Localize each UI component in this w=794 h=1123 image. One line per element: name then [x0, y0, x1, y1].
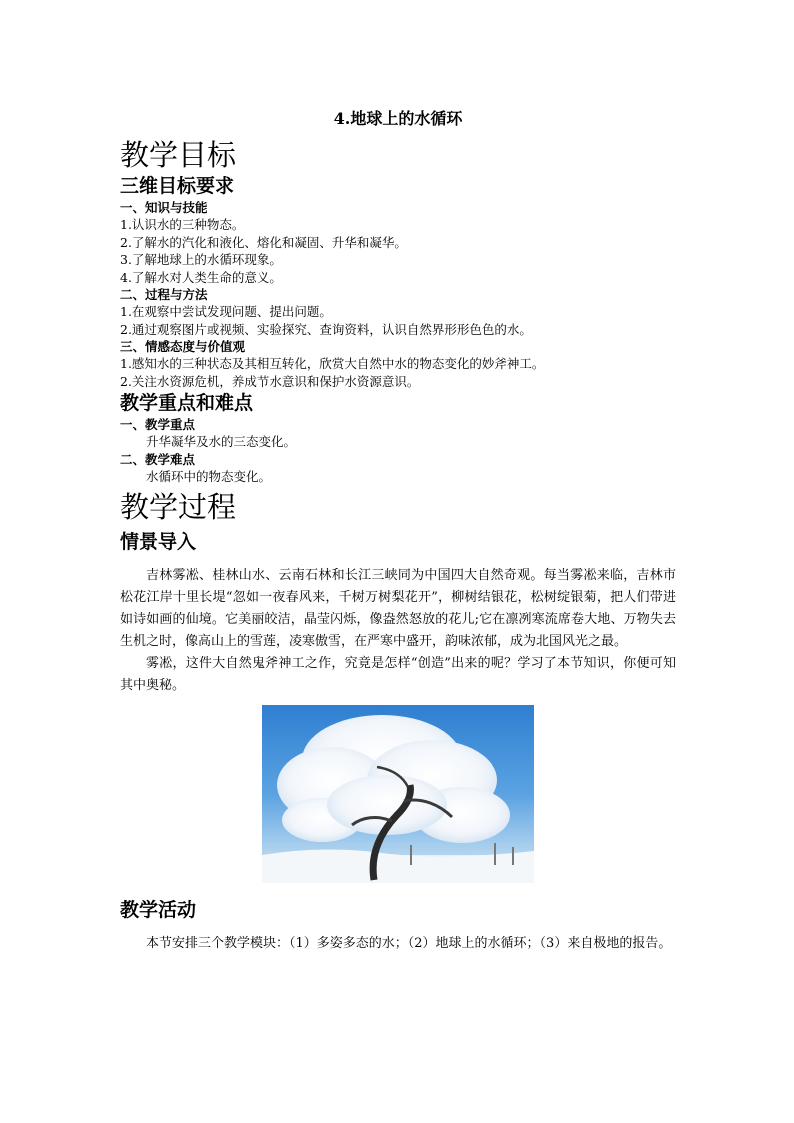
group-heading-difficulty: 二、教学难点: [120, 451, 196, 467]
goal-item: 1.认识水的三种物态。: [120, 217, 245, 232]
goal-item: 3.了解地球上的水循环现象。: [120, 252, 282, 267]
subheading-intro: 情景导入: [120, 531, 197, 553]
goal-item: 1.感知水的三种状态及其相互转化，欣赏大自然中水的物态变化的妙斧神工。: [120, 356, 545, 371]
subheading-key-points: 教学重点和难点: [120, 392, 254, 414]
goal-item: 2.了解水的汽化和液化、熔化和凝固、升华和凝华。: [120, 234, 407, 250]
intro-paragraph-2: 雾凇，这件大自然鬼斧神工之作，究竟是怎样“创造”出来的呢？学习了本节知识，你便可知其中奥秘。: [120, 656, 676, 693]
goal-item: 2.关注水资源危机，养成节水意识和保护水资源意识。: [120, 373, 420, 389]
goal-item: 2.通过观察图片或视频、实验探究、查询资料，认识自然界形形色色的水。: [120, 321, 532, 337]
section-heading-goals: 教学目标: [120, 138, 237, 172]
subheading-3d-goals: 三维目标要求: [120, 175, 235, 197]
activities-paragraph: 本节安排三个教学模块：（1）多姿多态的水；（2）地球上的水循环；（3）来自极地的报告。: [146, 936, 672, 951]
subheading-activities: 教学活动: [120, 899, 197, 921]
intro-paragraph-1: 吉林雾凇、桂林山水、云南石林和长江三峡同为中国四大自然奇观。每当雾凇来临，吉林市松花江岸十里长堤“忽如一夜春风来，千树万树梨花开”，柳树结银花，松树绽银菊，把人们带进如诗如画的仙境。它美丽皎洁，晶莹闪烁，像盎然怒放的花儿;它在凛冽寒流席卷大地、万物失去生机之时，像高山上的雪莲，凌寒傲雪，在严寒中盛开，韵味浓郁，成为北国风光之最。: [120, 568, 676, 649]
group-heading-focus: 一、教学重点: [120, 417, 196, 432]
difficulty-text: 水循环中的物态变化。: [146, 468, 272, 484]
group-heading-knowledge: 一、知识与技能: [120, 200, 208, 215]
document-page: [120, 100, 676, 955]
section-heading-process: 教学过程: [120, 490, 237, 524]
goal-item: 1.在观察中尝试发现问题、提出问题。: [120, 304, 332, 319]
focus-text: 升华凝华及水的三态变化。: [146, 434, 297, 449]
goal-item: 4.了解水对人类生命的意义。: [120, 269, 282, 285]
document-title: 4.地球上的水循环: [333, 109, 463, 128]
group-heading-process: 二、过程与方法: [120, 287, 208, 302]
frosted-tree-icon: [262, 705, 534, 883]
group-heading-attitude: 三、情感态度与价值观: [120, 339, 246, 354]
rime-tree-photo: [262, 705, 534, 883]
